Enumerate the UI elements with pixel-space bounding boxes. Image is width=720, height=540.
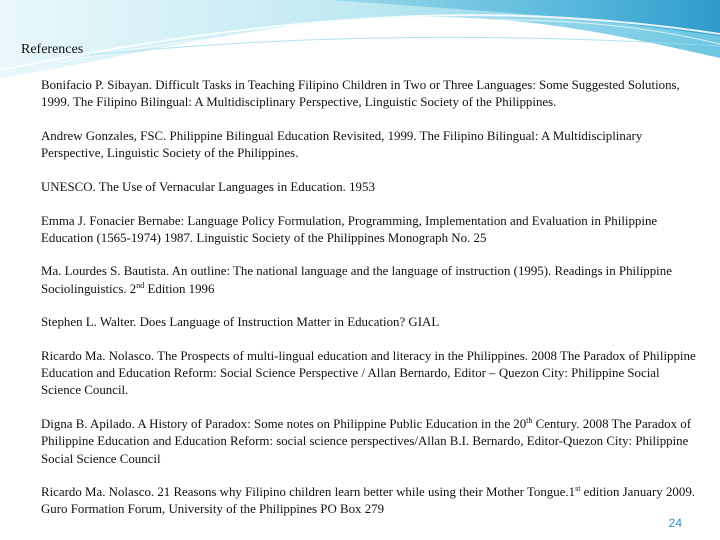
reference-text: Digna B. Apilado. A History of Paradox: Some notes on Philippine Public Education in the 20 — [41, 417, 527, 432]
references-list — [41, 77, 701, 535]
ordinal-superscript: th — [526, 416, 533, 426]
reference-item — [41, 179, 701, 196]
reference-item — [41, 128, 701, 162]
reference-text: UNESCO. The Use of Vernacular Languages in Education. 1953 — [41, 179, 375, 194]
reference-item — [41, 213, 701, 247]
ordinal-superscript: nd — [136, 280, 145, 290]
reference-item — [41, 348, 701, 400]
reference-text: Ricardo Ma. Nolasco. 21 Reasons why Filipino children learn better while using their Mother Tongue.1 — [41, 485, 576, 500]
reference-text: Edition 1996 — [144, 281, 215, 296]
reference-item — [41, 484, 701, 518]
reference-text: Emma J. Fonacier Bernabe: Language Policy Formulation, Programming, Implementation and Evaluation in Philippine Education (1565-1974) 1987. Linguistic Society of the Philippines Monograph No. 25 — [41, 213, 658, 245]
reference-text: Ricardo Ma. Nolasco. The Prospects of multi-lingual education and literacy in the Philippines. 2008 The Paradox of Philippine Education and Education Reform: Social Science Perspective / Allan Bernardo, Editor – Quezon City: Philippine Social Science Council. — [41, 349, 696, 398]
reference-text: Stephen L. Walter. Does Language of Instruction Matter in Education? GIAL — [41, 315, 440, 330]
reference-text: Century. 2008 The Paradox of Philippine Education and Education Reform: social science perspectives/Allan B.I. Bernardo, Editor-Quezon City: Philippine Social Science Council — [41, 417, 691, 466]
reference-item — [41, 263, 701, 297]
reference-text: Ma. Lourdes S. Bautista. An outline: The national language and the language of instruction (1995). Readings in Philippine Sociolinguistics. 2 — [41, 264, 672, 296]
reference-text: Bonifacio P. Sibayan. Difficult Tasks in Teaching Filipino Children in Two or Three Languages: Some Suggested Solutions, 1999. The Filipino Bilingual: A Multidisciplinary Perspective, Linguistic Society of the Philippines. — [41, 78, 680, 110]
reference-text: edition January 2009. Guro Formation Forum, University of the Philippines PO Box 279 — [41, 485, 695, 517]
reference-text: Andrew Gonzales, FSC. Philippine Bilingual Education Revisited, 1999. The Filipino Bilingual: A Multidisciplinary Perspective, Linguistic Society of the Philippines. — [41, 128, 643, 161]
reference-item — [41, 416, 701, 468]
reference-item — [41, 314, 701, 331]
reference-item — [41, 77, 701, 111]
ordinal-superscript: st — [575, 484, 581, 494]
page-number: 24 — [668, 516, 682, 530]
slide-heading: References — [21, 42, 84, 57]
